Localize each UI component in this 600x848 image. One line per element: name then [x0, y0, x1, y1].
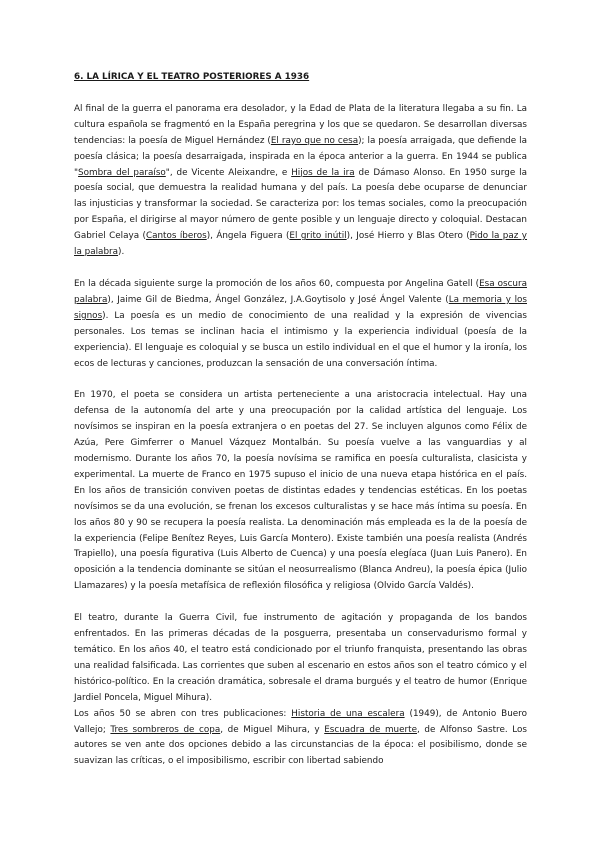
work-title: Historia de una escalera	[291, 708, 405, 719]
text-run: En la década siguiente surge la promoción de los años 60, compuesta por Angelina Gatell (	[74, 278, 480, 289]
text-run: ), Jaime Gil de Biedma, Ángel González, J.A.Goytisolo y José Ángel Valente (	[107, 294, 449, 305]
paragraph-generation-60s	[74, 277, 527, 372]
work-title: Esa oscura palabra	[74, 278, 527, 305]
text-run: ); la poesía arraigada, que defiende la poesía clásica; la poesía desarraigada, inspirada en la época anterior a la guerra. En 1944 se publica "	[74, 135, 527, 178]
text-run: , de Miguel Mihura, y	[220, 724, 325, 735]
text-run: de Dámaso Alonso. En 1950 surge la poesía social, que demuestra la realidad humana y del país. La poesía debe ocuparse de denunciar las injusticias y transformar la sociedad. Se caracteriza por: los temas sociales, como la preocupación por España, el dirigirse al mayor número de gente posible y un lenguaje directo y coloquial. Destacan Gabriel Celaya (	[74, 167, 527, 242]
paragraph-theatre-50s	[74, 707, 527, 771]
text-run: ", de Vicente Aleixandre, e	[165, 167, 292, 178]
work-title: Hijos de la ira	[291, 167, 355, 178]
text-run: ).	[118, 247, 125, 258]
work-title: La memoria y los signos	[74, 294, 527, 321]
text-run: Los años 50 se abren con tres publicaciones:	[74, 708, 292, 719]
work-title: Sombra del paraíso	[78, 167, 166, 178]
text-run: , de Alfonso Sastre. Los autores se ven ante dos opciones debido a las circunstancias de la época: el posibilismo, donde se suavizan las críticas, o el imposibilismo, escribir con libertad sabiendo	[74, 724, 527, 767]
paragraph-theatre-postwar: El teatro, durante la Guerra Civil, fue instrumento de agitación y propaganda de los bandos enfrentados. En las primeras décadas de la posguerra, presentaba un conservadurismo formal y temático. En los años 40, el teatro está condicionado por el triunfo franquista, presentando las obras una realidad falsificada. Las corrientes que suben al escenario en estos años son el teatro cómico y el histórico-político. En la creación dramática, sobresale el drama burgués y el teatro de humor (Enrique Jardiel Poncela, Miguel Mihura).	[74, 613, 527, 703]
work-title: Cantos íberos	[145, 231, 207, 242]
work-title: Escuadra de muerte	[324, 724, 417, 735]
work-title: Pido la paz y la palabra	[74, 231, 528, 258]
text-run: Al final de la guerra el panorama era desolador, y la Edad de Plata de la literatura llegaba a su fin. La cultura española se fragmentó en la España peregrina y los que se quedaron. Se desarrollan diversas tendencias: la poesía de Miguel Hernández (	[74, 103, 527, 146]
text-run: ). La poesía es un medio de conocimiento de una realidad y la expresión de vivencias personales. Los temas se inclinan hacia el intimismo y la experiencia individual (poesía de la experiencia). El lenguaje es coloquial y se busca un estilo individual en el que el humor y la ironía, los ecos de lecturas y canciones, produzcan la sensación de una conversación íntima.	[74, 310, 527, 369]
paragraph-novisimos: En 1970, el poeta se considera un artista perteneciente a una aristocracia intelectual. Hay una defensa de la autonomía del arte y una preocupación por la calidad artística del lenguaje. Los novísimos se inspiran en la poesía extranjera o en poetas del 27. Se incluyen algunos como Félix de Azúa, Pere Gimferrer o Manuel Vázquez Montalbán. Su poesía vuelve a las vanguardias y al modernismo. Durante los años 70, la poesía novísima se ramifica en poesía culturalista, clasicista y experimental. La muerte de Franco en 1975 supuso el inicio de una nueva etapa histórica en el país. En los años de transición conviven poetas de distintas edades y tendencias estéticas. En los poetas novísimos se da una evolución, se frenan los excesos culturalistas y se hace más íntima su poesía. En los años 80 y 90 se recupera la poesía realista. La denominación más empleada es la de la poesía de la experiencia (Felipe Benítez Reyes, Luis García Montero). Existe también una poesía realista (Andrés Trapiello), una poesía figurativa (Luis Alberto de Cuenca) y una poesía elegíaca (Juan Luis Panero). En oposición a la tendencia dominante se sitúan el neosurrealismo (Blanca Andreu), la poesía épica (Julio Llamazares) y la poesía metafísica de reflexión filosófica y religiosa (Olvido García Valdés).	[74, 390, 527, 592]
text-run: ), Ángela Figuera (	[206, 231, 290, 242]
text-run: (1949), de Antonio Buero Vallejo;	[74, 708, 527, 735]
section-heading: 6. LA LÍRICA Y EL TEATRO POSTERIORES A 1936	[74, 72, 310, 82]
work-title: El grito inútil	[289, 231, 347, 242]
document-body	[74, 70, 527, 770]
work-title: Tres sombreros de copa	[110, 724, 221, 735]
paragraph-postwar-poetry	[74, 102, 527, 261]
text-run: ), José Hierro y Blas Otero (	[346, 231, 470, 242]
work-title: El rayo que no cesa	[270, 135, 359, 146]
